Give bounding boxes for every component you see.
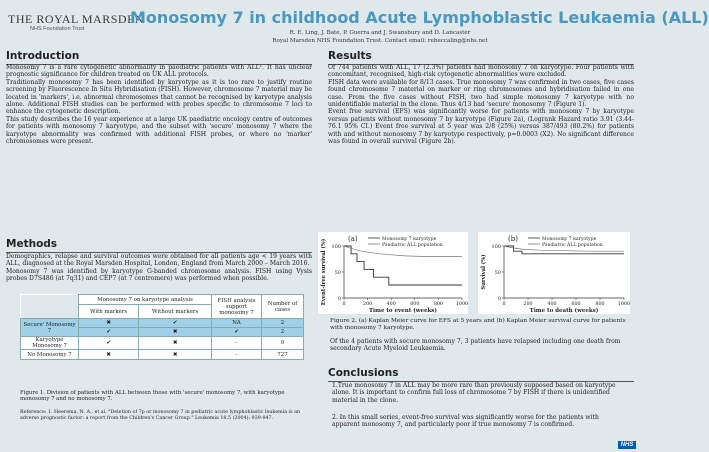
cell-without-markers: ✖ [139,350,212,360]
introduction-body [6,64,312,145]
x-tick-label: 800 [433,302,443,307]
methods-paragraph-1: Demographics, relapse and survival outcomes were obtained for all patients age < 19 years with ALL, diagnosed at the Royal Marsden Hospital, London, England from March 2000 – March 2016. [6,253,312,268]
affiliation: Royal Marsden NHS Foundation Trust. Contact email: rebeccaling@nhs.net [272,38,488,44]
cell-cases: 2 [262,328,304,337]
col-with-markers: With markers [79,305,139,319]
conclusions-heading: Conclusions [328,367,634,382]
methods-heading: Methods [6,238,312,253]
x-tick-label: 600 [410,302,420,307]
cell-fish: NA [212,319,262,328]
y-tick-label: 100 [491,244,501,250]
results-body [328,64,634,145]
panel-label: (a) [348,235,358,243]
cell-cases: 727 [262,350,304,360]
legend-entry: Monosomy 7 karyotype [382,236,437,242]
logo-text: THE ROYAL MARSDEN [8,12,145,26]
figure-1-caption: Figure 1. Division of patients with ALL between those with 'secure' monosomy 7, with karyotype monosomy 7 and no monosomy 7. [20,390,285,403]
intro-paragraph-1: Monosomy 7 is a rare cytogenetic abnormality in paediatric patients with ALL¹. It has unclear prognostic significance for children treated on UK ALL protocols. [6,64,312,79]
conclusion-2: 2. In this small series, event-free survival was significantly worse for the patients with apparent monosomy 7, and particularly poor if true monosomy 7 is confirmed. [332,414,599,429]
logo-subtitle: NHS Foundation Trust [30,26,85,32]
results-paragraph-1: Of 744 patients with ALL, 17 (2.3%) patients had monosomy 7 on karyotype. Four patients with concomitant, recognised, high-risk cytogenetic abnormalities were excluded. [328,64,634,79]
y-tick-label: 100 [331,244,341,250]
nhs-logo: NHS [618,441,636,449]
fish-table [20,294,304,360]
methods-paragraph-2: Monosomy 7 was identified by karyotype G-banded chromosome analysis. FISH using Vysis probes D7S486 (at 7q31) and CEP7 (at 7 centromere) was performed when possible. [6,267,312,283]
cell-cases: 2 [262,319,304,328]
cell-without-markers: ✖ [139,337,212,350]
y-tick-label: 0 [497,296,501,302]
conclusion-1: 1.True monosomy 7 in ALL may be more rare than previously supposed based on karyotype alone. It is important to confirm full loss of chromosome 7 by FISH if there is unidentified material in the clone. [332,382,616,404]
results-paragraph-3: Event free survival (EFS) was significantly worse for patients with monosomy 7 by karyotype versus patients without monosomy 7 by karyotype (Figure 2a), (Logrank Hazard ratio 3.91 (3.44-76.1 95% CI.) Event free survival at 5 year was 2/8 (25%) versus 387/493 (80.2%) for patients with and without monosomy 7 by karyotype respectively, p=0.0003 (X2). No significant difference was found in overall survival (Figure 2b). [328,108,634,146]
x-axis-label: Time to event (weeks) [368,308,438,314]
legend-entry: Paediatric ALL population [542,242,603,248]
cell-fish: - [212,337,262,350]
fish-table-wrapper [20,294,304,360]
intro-paragraph-2: Traditionally monosomy 7 has been identified by karyotype as it is too rare to justify routine screening by Fluorescence In Situ Hybridisation (FISH). However, chromosome 7 material may be located in 'markers', i.e. abnormal chromosomes that cannot be recognised by karyotype analysis alone. Additional FISH studies can be performed with probes specific to chromosome 7 loci to enhance the cytogenetic description. [6,78,312,116]
y-tick-label: 50 [334,270,341,276]
x-tick-label: 800 [595,302,605,307]
x-tick-label: 400 [386,302,396,307]
cell-with-markers: ✔ [79,328,139,337]
cell-with-markers: ✖ [79,350,139,360]
legend-entry: Paediatric ALL population [382,242,443,248]
row-label: Karyotype Monosomy 7 [21,337,79,350]
results-paragraph-4: Of the 4 patients with secure monosomy 7, 3 patients have relapsed including one death from secondary Acute Myeloid Leukaemia. [330,338,621,353]
x-tick-label: 1000 [617,302,631,307]
cell-fish: ✔ [212,328,262,337]
introduction-heading: Introduction [6,50,312,65]
series-line-monosomy-7 [344,246,462,285]
x-tick-label: 1000 [455,302,469,307]
x-tick-label: 200 [363,302,373,307]
cell-with-markers: ✖ [79,319,139,328]
reference: Reference: 1. Heerema, N. A., et al. "Deletion of 7p or monosomy 7 in pediatric acute lymphoblastic leukemia is an adverse prognostic factor: a report from the Children's Cancer Group." Leukemia 18.5 (2004): 939-947. [20,410,301,421]
x-tick-label: 600 [571,302,581,307]
cell-without-markers: ✖ [139,328,212,337]
col-fish-header: FISH analysis support monosomy 7 [212,295,262,319]
authors: R. E. Ling, J. Bate, P. Guerra and J. Swansbury and D. Lancaster [289,30,471,36]
page-title: Monosomy 7 in childhood Acute Lymphoblastic Leukaemia (ALL) [130,8,709,27]
results-heading: Results [328,50,634,65]
x-tick-label: 0 [342,302,346,307]
col-group-header: Monosomy 7 on karyotype analysis [79,295,212,305]
cell-without-markers: ✔ [139,319,212,328]
intro-paragraph-3: This study describes the 16 year experience at a large UK paediatric oncology centre of outcomes for patients with monosomy 7 karyotype, and the subset with 'secure' monosomy 7 where the karyotype abnormality was confirmed with additional FISH probes, or where no 'marker' chromosomes were present. [6,115,312,146]
legend-entry: Monosomy 7 karyotype [542,236,597,242]
results-paragraph-2: FISH data were available for 8/13 cases. True monosomy 7 was confirmed in two cases, five cases found chromosome 7 material on marker or ring chromosomes and hybridisation failed in one case. From the five cases without FISH, two had simple monosomy 7 karyotype with no unidentifiable material in the clone. Thus 4/13 had 'secure' monosomy 7 (Figure 1). [328,78,634,109]
x-tick-label: 200 [523,302,533,307]
methods-body [6,253,312,283]
row-label: No Monosomy 7 [21,350,79,360]
cell-with-markers: ✔ [79,337,139,350]
table-row [21,350,304,360]
x-axis-label: Time to death (weeks) [529,308,599,314]
chart-survival [478,232,630,314]
y-tick-label: 0 [337,296,341,302]
x-tick-label: 0 [502,302,506,307]
col-cases-header: Number of cases [262,295,304,319]
chart-efs [318,232,468,314]
panel-label: (b) [508,235,518,243]
figure-2-caption: Figure 2. (a) Kaplan Meier curve for EFS at 5 years and (b) Kaplan Meier survival curve for patients with monosomy 7 karyotype. [330,318,626,331]
table-row [21,319,304,328]
row-label: Secure' Monosomy 7 [21,319,79,337]
y-axis-label: Event-free survival (%) [321,238,327,306]
x-tick-label: 400 [547,302,557,307]
col-without-markers: Without markers [139,305,212,319]
table-row [21,337,304,350]
y-axis-label: Survival (%) [481,254,487,290]
cell-fish: - [212,350,262,360]
y-tick-label: 50 [494,270,501,276]
cell-cases: 9 [262,337,304,350]
